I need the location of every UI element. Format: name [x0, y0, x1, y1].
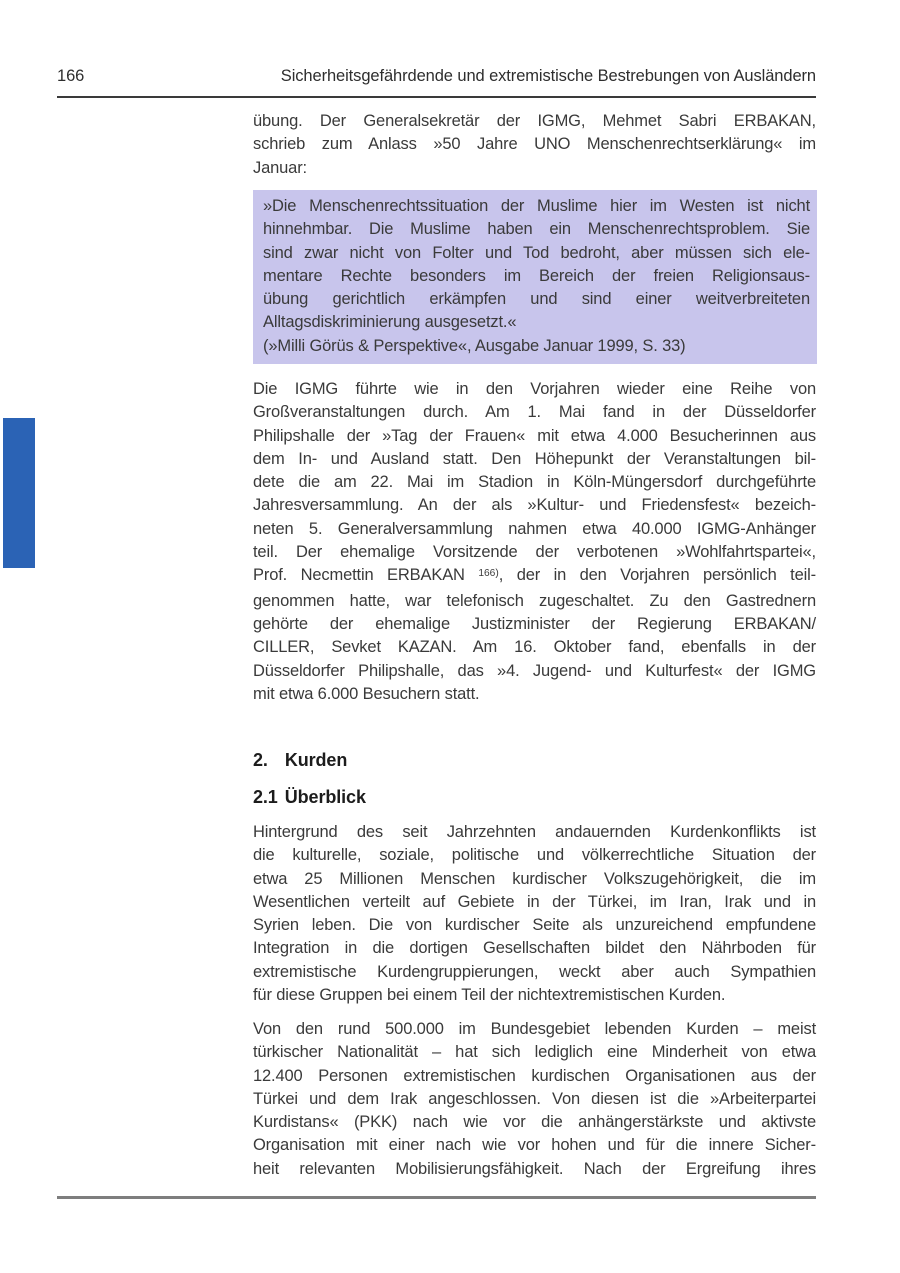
- text-line: dem In- und Ausland statt. Den Höhepunkt der Veranstaltungen bil-: [253, 449, 816, 468]
- text-line: Düsseldorfer Philipshalle, das »4. Jugend- und Kulturfest« der IGMG: [253, 661, 816, 680]
- text-line: [253, 564, 816, 589]
- text-line: Die IGMG führte wie in den Vorjahren wieder eine Reihe von: [253, 380, 816, 398]
- heading-title: Kurden: [284, 750, 348, 770]
- text-line: Türkei und dem Irak angeschlossen. Von diesen ist die »Arbeiterpartei: [253, 1089, 816, 1108]
- text-line: übung. Der Generalsekretär der IGMG, Mehmet Sabri ERBAKAN,: [253, 112, 816, 130]
- body-paragraph: [253, 1018, 816, 1181]
- chapter-marker-bar: [3, 418, 35, 568]
- text-line: Syrien leben. Die von kurdischer Seite als unzureichend empfundene: [253, 916, 816, 935]
- text-line: »Die Menschenrechtssituation der Muslime hier im Westen ist nicht: [263, 197, 810, 215]
- text-line: dete die am 22. Mai im Stadion in Köln-Müngersdorf durchgeführte: [253, 473, 816, 492]
- text-line: CILLER, Sevket KAZAN. Am 16. Oktober fand, ebenfalls in der: [253, 638, 816, 657]
- body-paragraph: [253, 378, 816, 706]
- text-line: heit relevanten Mobilisierungsfähigkeit. Nach der Ergreifung ihres: [253, 1159, 816, 1178]
- text-line: Großveranstaltungen durch. Am 1. Mai fand in der Düsseldorfer: [253, 403, 816, 422]
- text-line: mit etwa 6.000 Besuchern statt.: [253, 684, 480, 703]
- text-line: türkischer Nationalität – hat sich lediglich eine Minderheit von etwa: [253, 1043, 816, 1062]
- footer-rule: [57, 1196, 816, 1199]
- text-line: Jahresversammlung. An der als »Kultur- und Friedensfest« bezeich-: [253, 496, 816, 515]
- section-heading: [253, 750, 347, 770]
- text-line: 12.400 Personen extremistischen kurdischen Organisationen aus der: [253, 1066, 816, 1085]
- text-line: Wesentlichen verteilt auf Gebiete in der Türkei, im Iran, Irak und in: [253, 892, 816, 911]
- subsection-heading: [253, 787, 366, 807]
- text-line: Kurdistans« (PKK) nach wie vor die anhängerstärkste und aktivste: [253, 1113, 816, 1132]
- quote-citation: (»Milli Görüs & Perspektive«, Ausgabe Januar 1999, S. 33): [263, 336, 686, 355]
- text-line: Philipshalle der »Tag der Frauen« mit etwa 4.000 Besucherinnen aus: [253, 426, 816, 445]
- text-line: Organisation mit einer nach wie vor hohen und für die innere Sicher-: [253, 1136, 816, 1155]
- running-header: Sicherheitsgefährdende und extremistische Bestrebungen von Ausländern: [280, 67, 816, 85]
- page-number: 166: [57, 67, 85, 85]
- text-line: Alltagsdiskriminierung ausgesetzt.«: [263, 313, 517, 332]
- text-segment: , der in den Vorjahren persönlich teil-: [498, 566, 816, 585]
- text-line: hinnehmbar. Die Muslime haben ein Menschenrechtsproblem. Sie: [263, 220, 810, 239]
- body-paragraph: [253, 110, 816, 180]
- text-line: Von den rund 500.000 im Bundesgebiet lebenden Kurden – meist: [253, 1020, 816, 1038]
- text-line: Hintergrund des seit Jahrzehnten andauernden Kurdenkonflikts ist: [253, 823, 816, 841]
- text-line: für diese Gruppen bei einem Teil der nichtextremistischen Kurden.: [253, 986, 726, 1005]
- quote-text: [263, 195, 810, 335]
- heading-number: 2.: [253, 750, 268, 770]
- text-line: mentare Rechte besonders im Bereich der freien Religionsaus-: [263, 266, 810, 285]
- text-line: die kulturelle, soziale, politische und völkerrechtliche Situation der: [253, 846, 816, 865]
- text-line: neten 5. Generalversammlung nahmen etwa 40.000 IGMG-Anhänger: [253, 519, 816, 538]
- heading-title: Überblick: [284, 787, 366, 807]
- footnote-reference: 166): [478, 567, 499, 579]
- text-line: gehörte der ehemalige Justizminister der Regierung ERBAKAN/: [253, 614, 816, 633]
- heading-number: 2.1: [253, 787, 278, 807]
- quote-highlight-block: [253, 190, 817, 364]
- header-rule: [57, 96, 816, 98]
- text-line: extremistische Kurdengruppierungen, weckt aber auch Sympathien: [253, 962, 816, 981]
- text-line: sind zwar nicht von Folter und Tod bedroht, aber müssen sich ele-: [263, 243, 810, 262]
- text-line: Integration in die dortigen Gesellschaften bildet den Nährboden für: [253, 939, 816, 958]
- body-paragraph: [253, 821, 816, 1007]
- text-line: genommen hatte, war telefonisch zugeschaltet. Zu den Gastrednern: [253, 591, 816, 610]
- text-segment: Prof. Necmettin ERBAKAN: [253, 566, 479, 585]
- text-line: übung gerichtlich erkämpfen und sind einer weitverbreiteten: [263, 290, 810, 309]
- text-line: teil. Der ehemalige Vorsitzende der verbotenen »Wohlfahrtspartei«,: [253, 543, 816, 562]
- text-line: schrieb zum Anlass »50 Jahre UNO Menschenrechtserklärung« im: [253, 135, 816, 154]
- text-line: etwa 25 Millionen Menschen kurdischer Volkszugehörigkeit, die im: [253, 869, 816, 888]
- text-line: Januar:: [253, 158, 307, 177]
